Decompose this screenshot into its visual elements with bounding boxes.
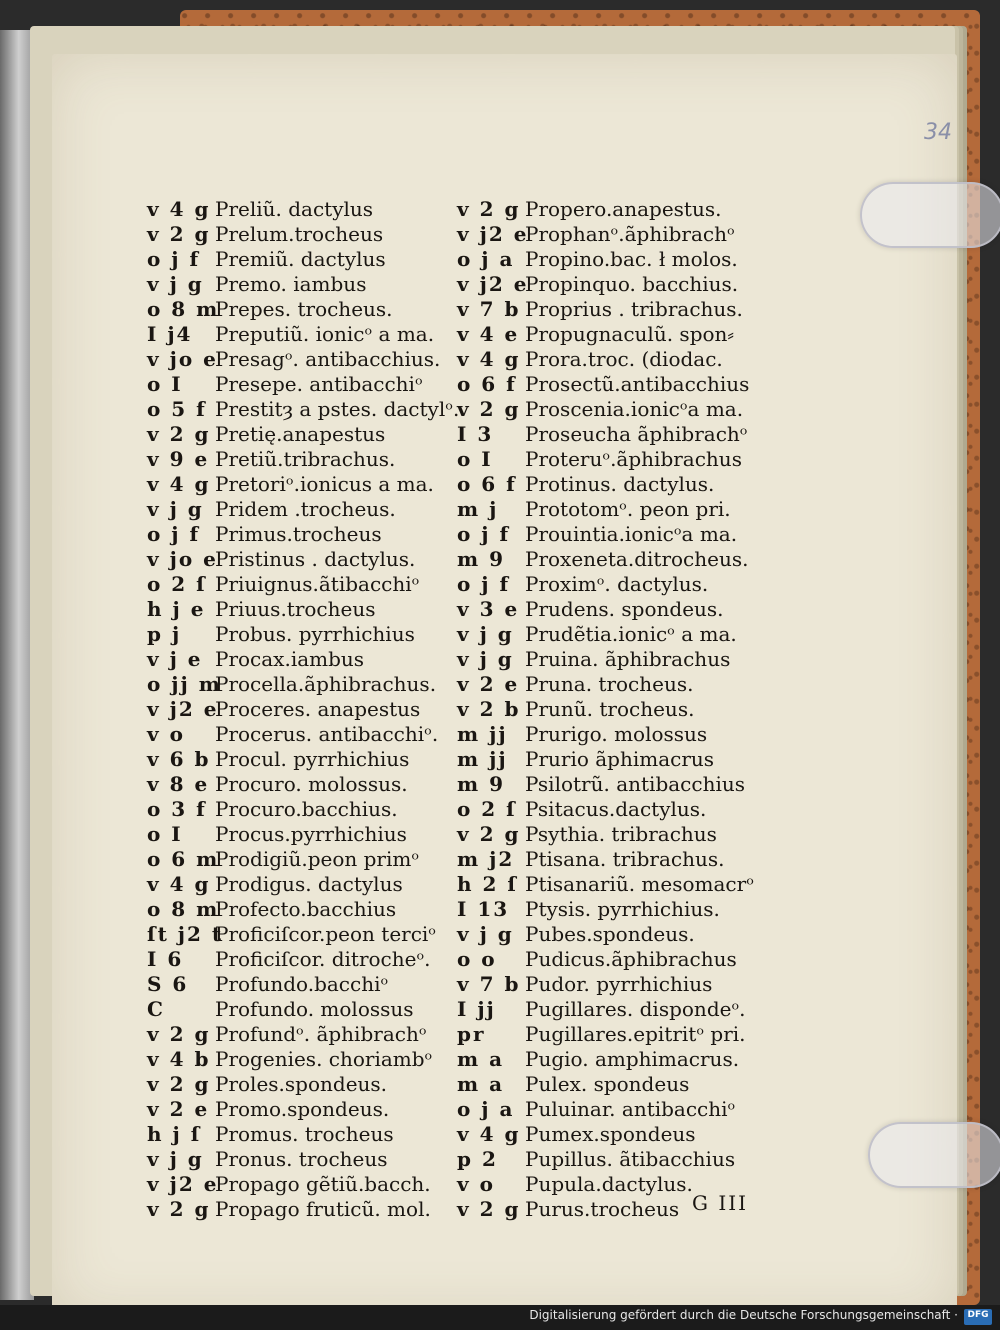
signature-mark: G III (692, 1191, 749, 1215)
entry-row (457, 372, 749, 397)
entry-word: Pristinus . dactylus. (215, 547, 416, 571)
entry-row (457, 572, 708, 597)
entry-row (147, 822, 407, 847)
entry-code: v jo e (147, 547, 218, 571)
entry-word: Propago fruticũ. mol. (215, 1197, 431, 1221)
entry-word: Pumex.spondeus (525, 1122, 696, 1146)
entry-word: Pupula.dactylus. (525, 1172, 693, 1196)
entry-word: Prudens. spondeus. (525, 597, 724, 621)
entry-code: v 2 e (457, 672, 520, 696)
entry-word: Presagᵒ. antibacchius. (215, 347, 441, 371)
funding-credit: Digitalisierung gefördert durch die Deutsche Forschungsgemeinschaft · (529, 1308, 958, 1322)
entry-word: Proficiſcor.peon terciᵒ (215, 922, 437, 946)
entry-row (457, 472, 714, 497)
entry-code: o j f (457, 572, 511, 596)
entry-code: o j a (457, 247, 515, 271)
entry-code: v j2 e (147, 697, 219, 721)
entry-code: v 2 g (147, 222, 211, 246)
entry-row (147, 1122, 394, 1147)
entry-word: Pugillares.epitritᵒ pri. (525, 1022, 746, 1046)
entry-code: I jj (457, 997, 496, 1021)
entry-code: v 4 g (147, 197, 211, 221)
entry-word: Ptysis. pyrrhichius. (525, 897, 720, 921)
entry-row (147, 947, 431, 972)
entry-word: Progenies. choriambᵒ (215, 1047, 433, 1071)
entry-row (457, 447, 742, 472)
entry-code: h j e (147, 597, 206, 621)
entry-row (147, 1197, 431, 1222)
entry-row (147, 897, 396, 922)
entry-code: v 4 g (457, 1122, 521, 1146)
footer-bar (0, 1305, 1000, 1330)
entry-word: Prodigiũ.peon primᵒ (215, 847, 420, 871)
entry-code: h 2 ſ (457, 872, 518, 896)
entry-row (457, 772, 745, 797)
entry-code: h j ſ (147, 1122, 202, 1146)
entry-row (457, 722, 707, 747)
entry-row (457, 647, 730, 672)
entry-word: Proteruᵒ.ãphibrachus (525, 447, 742, 471)
book-page (52, 54, 957, 1319)
entry-row (147, 397, 459, 422)
entry-code: v 4 e (457, 322, 520, 346)
entry-row (147, 522, 382, 547)
entry-row (457, 1172, 693, 1197)
entry-word: Prodigus. dactylus (215, 872, 403, 896)
entry-word: Procus.pyrrhichius (215, 822, 407, 846)
dfg-logo (964, 1309, 992, 1325)
entry-row (457, 197, 721, 222)
entry-row (147, 1047, 432, 1072)
entry-code: v 2 g (147, 1072, 211, 1096)
entry-code: v 3 e (457, 597, 520, 621)
entry-word: Proximᵒ. dactylus. (525, 572, 709, 596)
entry-row (147, 447, 395, 472)
entry-word: Prurio ãphimacrus (525, 747, 715, 771)
entry-word: Presepe. antibacchiᵒ (215, 372, 423, 396)
entry-word: Preputiũ. ionicᵒ a ma. (215, 322, 435, 346)
entry-row (147, 272, 366, 297)
entry-word: Prophanᵒ.ãphibrachᵒ (525, 222, 735, 246)
entry-word: Pugillares. dispondeᵒ. (525, 997, 746, 1021)
entry-row (147, 722, 438, 747)
entry-word: Proscenia.ionicᵒa ma. (525, 397, 744, 421)
entry-code: o I (147, 372, 183, 396)
entry-code: v j2 e (457, 272, 529, 296)
entry-row (457, 997, 746, 1022)
entry-code: o j f (147, 247, 201, 271)
entry-word: Pudor. pyrrhichius (525, 972, 713, 996)
entry-row (457, 247, 738, 272)
entry-row (457, 297, 743, 322)
entry-row (457, 522, 737, 547)
entry-code: v 4 b (147, 1047, 211, 1071)
entry-word: Profundᵒ. ãphibrachᵒ (215, 1022, 427, 1046)
dfg-logo-text: DFG (967, 1310, 989, 1320)
entry-code: v jo e (147, 347, 218, 371)
entry-row (457, 747, 714, 772)
page-stack (30, 26, 955, 1296)
entry-code: o o (457, 947, 497, 971)
entry-row (457, 422, 747, 447)
facing-page-edge (0, 30, 34, 1300)
entry-row (147, 372, 423, 397)
entry-word: Priuignus.ãtibacchiᵒ (215, 572, 420, 596)
entry-word: Pupillus. ãtibacchius (525, 1147, 736, 1171)
entry-row (457, 1047, 739, 1072)
entry-row (147, 747, 409, 772)
entry-word: Profundo.bacchiᵒ (215, 972, 389, 996)
entry-code: o 2 ſ (457, 797, 517, 821)
entry-row (147, 672, 436, 697)
entry-code: v j g (457, 922, 514, 946)
entry-word: Preliũ. dactylus (215, 197, 374, 221)
entry-word: Pretię.anapestus (215, 422, 386, 446)
entry-row (147, 997, 414, 1022)
entry-word: Proficiſcor. ditrocheᵒ. (215, 947, 431, 971)
entry-word: Probus. pyrrhichius (215, 622, 415, 646)
entry-code: v 4 g (147, 472, 211, 496)
entry-code: v 2 g (457, 1197, 521, 1221)
entry-row (147, 247, 386, 272)
entry-code: m a (457, 1047, 505, 1071)
entry-word: Pretiũ.tribrachus. (215, 447, 396, 471)
entry-code: v j g (147, 497, 204, 521)
entry-word: Proles.spondeus. (215, 1072, 388, 1096)
entry-row (457, 497, 731, 522)
entry-row (457, 1072, 689, 1097)
entry-word: Propago gẽtiũ.bacch. (215, 1172, 431, 1196)
entry-code: I 6 (147, 947, 184, 971)
entry-row (147, 1097, 389, 1122)
entry-word: Procuro.bacchius. (215, 797, 398, 821)
entry-row (457, 672, 693, 697)
entry-code: o I (147, 822, 183, 846)
entry-word: Priuus.trocheus (215, 597, 376, 621)
entry-code: o 5 f (147, 397, 207, 421)
entry-row (457, 697, 694, 722)
entry-row (147, 297, 393, 322)
entry-row (147, 1022, 427, 1047)
entry-row (457, 397, 743, 422)
entry-word: Psilotrũ. antibacchius (525, 772, 745, 796)
entry-row (147, 1072, 387, 1097)
entry-code: m jj (457, 722, 508, 746)
entry-word: Puluinar. antibacchiᵒ (525, 1097, 736, 1121)
entry-word: Pruna. trocheus. (525, 672, 694, 696)
entry-word: Purus.trocheus (525, 1197, 680, 1221)
entry-row (457, 1022, 746, 1047)
entry-word: Ptisanariũ. mesomacrᵒ (525, 872, 754, 896)
entry-code: pr (457, 1022, 486, 1046)
entry-row (457, 947, 737, 972)
entry-row (147, 347, 440, 372)
entry-word: Propinquo. bacchius. (525, 272, 739, 296)
entry-word: Prudẽtia.ionicᵒ a ma. (525, 622, 737, 646)
entry-row (147, 472, 434, 497)
entry-row (147, 1147, 388, 1172)
entry-row (457, 922, 695, 947)
entry-code: v 2 e (147, 1097, 210, 1121)
entry-row (457, 272, 738, 297)
entry-word: Pridem .trocheus. (215, 497, 396, 521)
entry-row (147, 797, 398, 822)
entry-row (457, 972, 712, 997)
page-clip-top (860, 182, 1000, 248)
entry-word: Psythia. tribrachus (525, 822, 717, 846)
entry-word: Promus. trocheus (215, 1122, 394, 1146)
entry-row (457, 347, 723, 372)
entry-code: v j g (147, 272, 204, 296)
entry-row (457, 797, 706, 822)
entry-word: Ptisana. tribrachus. (525, 847, 725, 871)
entry-row (147, 547, 415, 572)
entry-word: Procuro. molossus. (215, 772, 408, 796)
entry-code: v j e (147, 647, 203, 671)
entry-row (147, 422, 385, 447)
entry-code: C (147, 997, 165, 1021)
entry-code: o 6 f (457, 372, 517, 396)
entry-code: m 9 (457, 547, 506, 571)
entry-code: v 6 b (147, 747, 211, 771)
entry-code: o I (457, 447, 493, 471)
entry-row (457, 897, 720, 922)
entry-row (147, 322, 434, 347)
entry-row (457, 597, 724, 622)
entry-code: v 2 g (147, 1197, 211, 1221)
entry-code: v 9 e (147, 447, 210, 471)
entry-word: Procax.iambus (215, 647, 365, 671)
entry-word: Prototomᵒ. peon pri. (525, 497, 731, 521)
entry-row (147, 572, 419, 597)
entry-code: p 2 (457, 1147, 498, 1171)
entry-word: Pronus. trocheus (215, 1147, 388, 1171)
entry-code: v 2 g (147, 422, 211, 446)
entry-word: Prepes. trocheus. (215, 297, 393, 321)
entry-code: ſt j2 t (147, 922, 224, 946)
entry-code: o 8 m (147, 297, 220, 321)
entry-row (147, 647, 364, 672)
entry-code: o 3 f (147, 797, 207, 821)
entry-row (457, 822, 717, 847)
entry-code: m j (457, 497, 499, 521)
entry-code: v 2 g (457, 397, 521, 421)
entry-word: Propero.anapestus. (525, 197, 722, 221)
entry-word: Premiũ. dactylus (215, 247, 386, 271)
entry-code: v 2 g (457, 197, 521, 221)
entry-row (457, 1147, 735, 1172)
entry-word: Propino.bac. ł molos. (525, 247, 738, 271)
entry-code: v 8 e (147, 772, 210, 796)
entry-word: Procella.ãphibrachus. (215, 672, 437, 696)
entry-row (147, 1172, 431, 1197)
entry-code: I 3 (457, 422, 494, 446)
entry-word: Profecto.bacchius (215, 897, 397, 921)
entry-row (457, 547, 748, 572)
entry-row (147, 597, 376, 622)
entry-code: v 7 b (457, 297, 521, 321)
entry-code: v j g (457, 622, 514, 646)
entry-code: v 2 b (457, 697, 521, 721)
entry-code: p j (147, 622, 182, 646)
entry-code: m a (457, 1072, 505, 1096)
entry-code: v o (147, 722, 185, 746)
entry-word: Pugio. amphimacrus. (525, 1047, 740, 1071)
entry-code: v o (457, 1172, 495, 1196)
entry-code: o 6 m (147, 847, 220, 871)
entry-row (147, 972, 388, 997)
entry-code: m j2 (457, 847, 515, 871)
entry-code: m 9 (457, 772, 506, 796)
entry-code: o 8 m (147, 897, 220, 921)
page-clip-bottom (868, 1122, 1000, 1188)
entry-code: o jj m (147, 672, 222, 696)
entry-word: Prelum.trocheus (215, 222, 384, 246)
entry-word: Pretoriᵒ.ionicus a ma. (215, 472, 434, 496)
entry-word: Pruina. ãphibrachus (525, 647, 731, 671)
entry-code: o 6 f (457, 472, 517, 496)
entry-code: o 2 ſ (147, 572, 207, 596)
entry-row (457, 872, 754, 897)
entry-word: Prurigo. molossus (525, 722, 708, 746)
entry-word: Prora.troc. (diodac. (525, 347, 723, 371)
entry-word: Protinus. dactylus. (525, 472, 715, 496)
entry-row (457, 322, 734, 347)
entry-code: v 4 g (147, 872, 211, 896)
entry-row (457, 1197, 679, 1222)
entry-word: Prouintia.ionicᵒa ma. (525, 522, 738, 546)
entry-code: v j2 e (147, 1172, 219, 1196)
entry-row (457, 847, 724, 872)
entry-row (147, 622, 415, 647)
entry-word: Psitacus.dactylus. (525, 797, 707, 821)
entry-row (147, 872, 403, 897)
entry-code: v 2 g (457, 822, 521, 846)
entry-code: S 6 (147, 972, 189, 996)
entry-word: Pulex. spondeus (525, 1072, 690, 1096)
entry-row (147, 197, 373, 222)
entry-word: Promo.spondeus. (215, 1097, 390, 1121)
entry-row (147, 847, 419, 872)
entry-row (147, 497, 396, 522)
entry-code: o j a (457, 1097, 515, 1121)
entry-code: o j f (147, 522, 201, 546)
folio-number: 34 (924, 120, 952, 145)
entry-word: Procul. pyrrhichius (215, 747, 410, 771)
entry-word: Proxeneta.ditrocheus. (525, 547, 749, 571)
entry-code: m jj (457, 747, 508, 771)
entry-code: v 7 b (457, 972, 521, 996)
entry-word: Proprius . tribrachus. (525, 297, 743, 321)
entry-word: Prestitȝ a pstes. dactylᵒ. (215, 397, 460, 421)
entry-code: v 4 g (457, 347, 521, 371)
entry-word: Propugnaculũ. spon⸗ (525, 322, 735, 346)
entry-row (147, 222, 383, 247)
entry-word: Prunũ. trocheus. (525, 697, 695, 721)
entry-code: I 13 (457, 897, 510, 921)
entry-row (147, 772, 408, 797)
entry-row (457, 622, 737, 647)
entry-word: Proceres. anapestus (215, 697, 421, 721)
entry-word: Pudicus.ãphibrachus (525, 947, 737, 971)
entry-row (457, 1097, 735, 1122)
entry-code: v 2 g (147, 1022, 211, 1046)
entry-word: Proseucha ãphibrachᵒ (525, 422, 748, 446)
entry-word: Prosectũ.antibacchius (525, 372, 750, 396)
entry-word: Premo. iambus (215, 272, 367, 296)
entry-row (147, 697, 420, 722)
entry-word: Procerus. antibacchiᵒ. (215, 722, 439, 746)
entry-row (457, 1122, 696, 1147)
entry-code: o j f (457, 522, 511, 546)
entry-word: Pubes.spondeus. (525, 922, 695, 946)
entry-word: Profundo. molossus (215, 997, 414, 1021)
entry-code: I j4 (147, 322, 193, 346)
entry-code: v j g (147, 1147, 204, 1171)
entry-code: v j g (457, 647, 514, 671)
entry-code: v j2 e (457, 222, 529, 246)
entry-word: Primus.trocheus (215, 522, 382, 546)
entry-row (457, 222, 735, 247)
entry-row (147, 922, 436, 947)
